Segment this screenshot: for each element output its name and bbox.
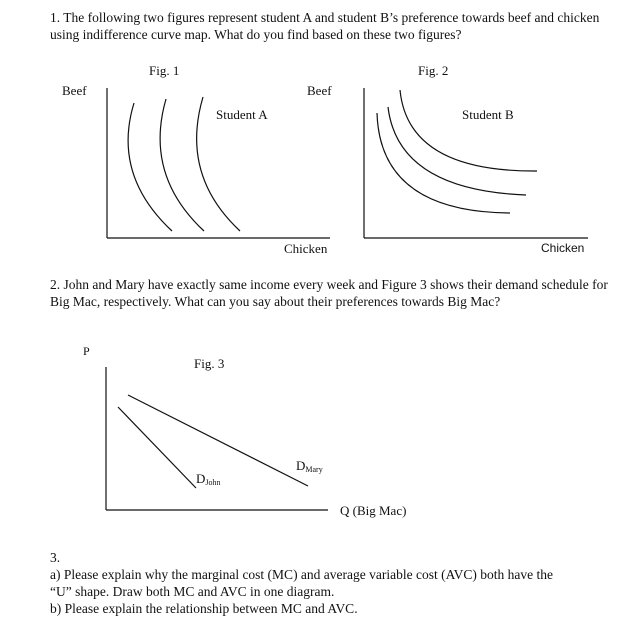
question-3a-line-1: a) Please explain why the marginal cost (MC) and average variable cost (AVC) both have the (50, 567, 553, 582)
fig2-curve-3 (400, 90, 537, 171)
question-3-number: 3. (50, 550, 61, 565)
fig1-x-axis-label: Chicken (284, 241, 328, 256)
fig1-curve-1 (128, 103, 172, 231)
question-3-block (50, 549, 620, 617)
fig2-x-axis-label: Chicken (541, 241, 585, 255)
fig3-mary-label (296, 458, 323, 474)
fig3-title: Fig. 3 (194, 356, 225, 371)
fig1-title: Fig. 1 (149, 63, 180, 78)
question-1-text: 1. The following two figures represent student A and student B’s preference towards beef and chicken using indifference curve map. What do you find based on these two figures? (50, 10, 600, 42)
fig2-y-axis-label: Beef (307, 83, 332, 98)
question-3a-text (50, 566, 620, 600)
fig1-curve-2 (160, 99, 204, 231)
fig3-mary-sub: Mary (305, 465, 323, 474)
fig3-john-sub: John (205, 478, 221, 487)
fig1-y-axis-label: Beef (62, 83, 87, 98)
fig2-curve-1 (377, 113, 510, 213)
fig3-john-main: D (196, 471, 206, 486)
fig2-title: Fig. 2 (418, 63, 449, 78)
question-3a-line-2: “U” shape. Draw both MC and AVC in one diagram. (50, 584, 335, 599)
fig3-demand-john (118, 407, 196, 488)
fig3-mary-main: D (296, 458, 306, 473)
fig3-y-axis-label: P (83, 344, 90, 358)
fig3-x-axis-label: Q (Big Mac) (340, 503, 407, 518)
fig3-john-label (196, 471, 221, 487)
fig2-curve-label: Student B (462, 107, 514, 122)
question-3b-text: b) Please explain the relationship between MC and AVC. (50, 601, 358, 616)
fig1-curve-label: Student A (216, 107, 268, 122)
question-2-text: 2. John and Mary have exactly same income every week and Figure 3 shows their demand schedule for Big Mac, respectively. What can you say about their preferences towards Big Mac? (50, 277, 608, 309)
